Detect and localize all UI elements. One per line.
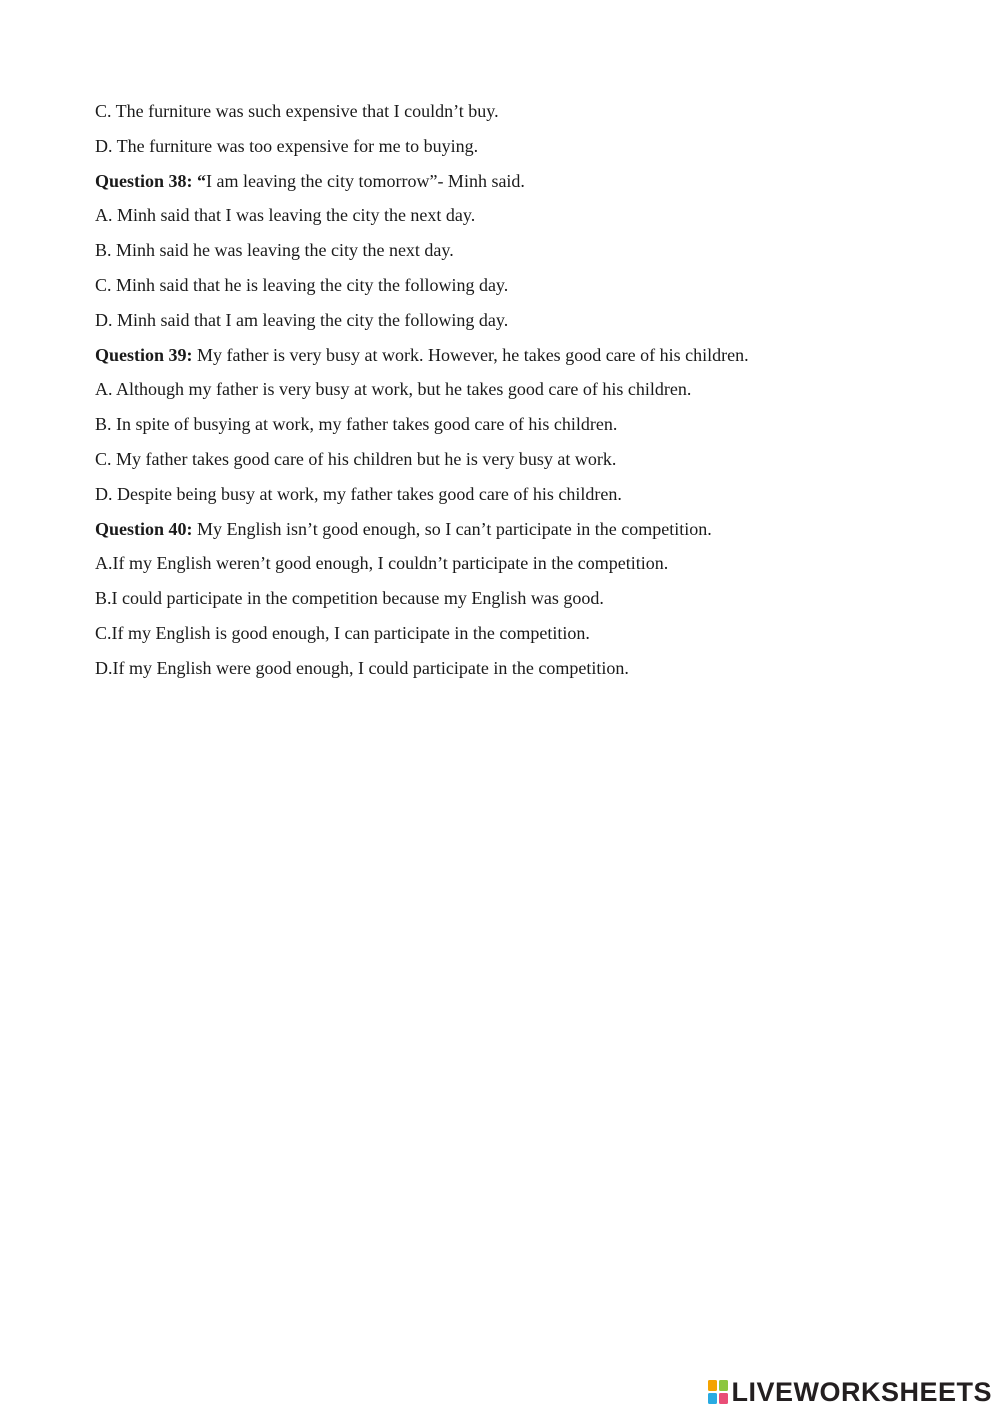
option-39b: B. In spite of busying at work, my father takes good care of his children.: [95, 414, 618, 435]
option-40d: D.If my English were good enough, I could participate in the competition.: [95, 657, 629, 678]
liveworksheets-brand: [707, 1377, 992, 1407]
option-38b: B. Minh said he was leaving the city the next day.: [95, 240, 454, 261]
option-40c: C.If my English is good enough, I can participate in the competition.: [95, 622, 590, 643]
option-38c: C. Minh said that he is leaving the city the following day.: [95, 274, 509, 295]
question-label: Question 39:: [95, 344, 193, 365]
option-37c: C. The furniture was such expensive that I couldn’t buy.: [95, 101, 499, 121]
worksheet-content: [95, 94, 955, 686]
question-39: [95, 338, 955, 373]
question-text: My English isn’t good enough, so I can’t participate in the competition.: [192, 518, 712, 539]
question-text: I am leaving the city tomorrow”- Minh said.: [206, 170, 525, 191]
option-38a: A. Minh said that I was leaving the city the next day.: [95, 205, 476, 226]
option-39d: D. Despite being busy at work, my father takes good care of his children.: [95, 483, 622, 504]
brand-wordmark: LIVEWORKSHEETS: [731, 1377, 992, 1407]
option-40b: B.I could participate in the competition because my English was good.: [95, 588, 604, 609]
liveworksheets-logo-icon: [707, 1379, 729, 1405]
option-39c: C. My father takes good care of his children but he is very busy at work.: [95, 448, 617, 469]
question-label: Question 40:: [95, 518, 193, 539]
option-38d: D. Minh said that I am leaving the city the following day.: [95, 309, 509, 330]
question-text: My father is very busy at work. However, he takes good care of his children.: [192, 344, 749, 365]
question-label: Question 38: “: [95, 170, 207, 191]
question-38: [95, 164, 955, 199]
option-37d: D. The furniture was too expensive for me to buying.: [95, 135, 479, 156]
option-40a: A.If my English weren’t good enough, I couldn’t participate in the competition.: [95, 553, 669, 574]
question-40: [95, 512, 955, 547]
option-39a: A. Although my father is very busy at work, but he takes good care of his children.: [95, 379, 692, 400]
